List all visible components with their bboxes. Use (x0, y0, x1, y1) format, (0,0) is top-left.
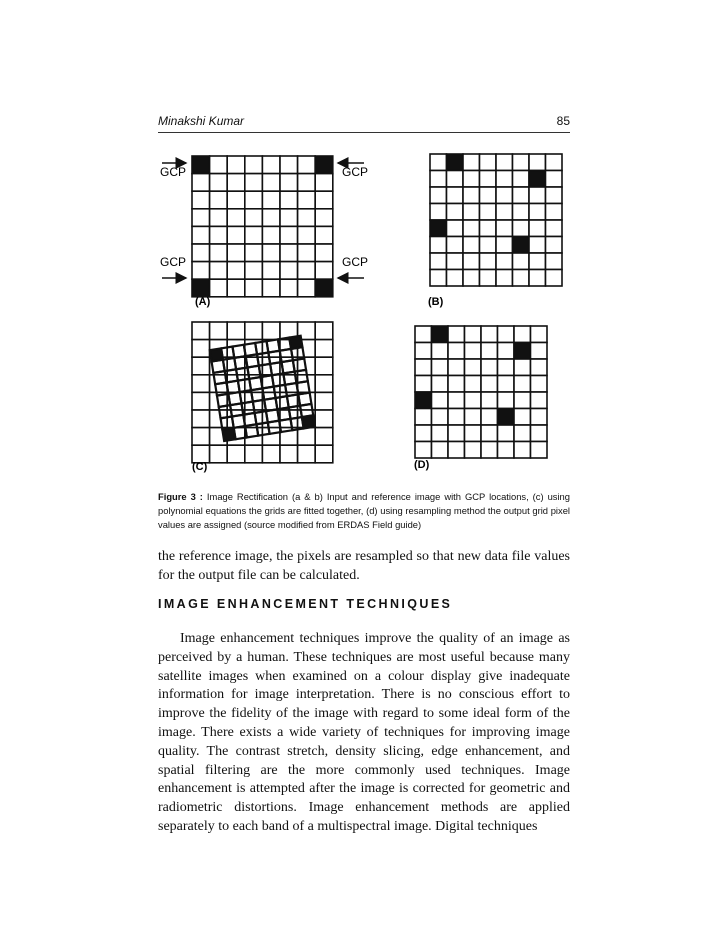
gcp-cell (430, 220, 447, 237)
grid-cell (465, 359, 482, 376)
grid-cell (430, 237, 447, 254)
grid-cell (463, 270, 480, 287)
grid-cell (227, 191, 245, 209)
grid-cell (463, 237, 480, 254)
grid-cell (447, 270, 464, 287)
grid-cell (463, 204, 480, 221)
grid-cell (513, 187, 530, 204)
grid-cell (448, 425, 465, 442)
grid-cell (480, 187, 497, 204)
grid-cell (513, 204, 530, 221)
grid-cell (280, 174, 298, 192)
grid-cell (513, 220, 530, 237)
gcp-cell (192, 156, 210, 174)
grid-cell (498, 392, 515, 409)
grid-cell (465, 442, 482, 459)
grid-cell (315, 226, 333, 244)
grid-cell (465, 392, 482, 409)
panel-label-d: (D) (414, 459, 430, 471)
grid-cell (227, 340, 245, 358)
grid-cell (245, 445, 263, 463)
grid-cell (513, 171, 530, 188)
grid-cell (192, 340, 210, 358)
grid-cell (496, 154, 513, 171)
grid-cell (448, 376, 465, 393)
grid-cell (315, 322, 333, 340)
grid-cell (245, 156, 263, 174)
grid-cell (481, 425, 498, 442)
panel-label-b: (B) (428, 296, 444, 308)
grid-cell (298, 174, 316, 192)
grid-cell (227, 445, 245, 463)
grid-cell (498, 359, 515, 376)
grid-cell (280, 244, 298, 262)
grid-cell (514, 425, 531, 442)
gcp-label: GCP (342, 165, 369, 179)
grid-cell (192, 375, 210, 393)
gcp-cell (529, 171, 546, 188)
grid-cell (480, 154, 497, 171)
grid-cell (496, 237, 513, 254)
grid-cell (262, 322, 280, 340)
grid-cell (514, 392, 531, 409)
grid-cell (546, 253, 563, 270)
grid-cell (447, 220, 464, 237)
panel-label-a: (A) (195, 296, 211, 308)
grid-cell (529, 154, 546, 171)
grid-cell (432, 442, 449, 459)
grid-cell (315, 357, 333, 375)
grid-cell (432, 343, 449, 360)
grid-cell (496, 204, 513, 221)
grid-cell (448, 409, 465, 426)
grid-cell (192, 410, 210, 428)
grid-cell (463, 220, 480, 237)
grid-cell (498, 376, 515, 393)
grid-cell (192, 262, 210, 280)
gcp-cell (192, 279, 210, 297)
grid-cell (531, 392, 548, 409)
grid-cell (210, 156, 228, 174)
grid-cell (447, 187, 464, 204)
grid-cell (480, 270, 497, 287)
gcp-cell (498, 409, 515, 426)
grid-cell (227, 322, 245, 340)
grid-cell (447, 171, 464, 188)
grid-cell (262, 445, 280, 463)
grid-cell (227, 174, 245, 192)
grid-cell (513, 253, 530, 270)
grid-cell (280, 191, 298, 209)
grid-cell (298, 244, 316, 262)
grid-cell (210, 262, 228, 280)
paragraph-continued: the reference image, the pixels are resampled so that new data file values for the output file can be calculated. (158, 549, 570, 583)
grid-cell (210, 174, 228, 192)
grid-cell (262, 191, 280, 209)
grid-cell (514, 409, 531, 426)
grid-cell (210, 445, 228, 463)
grid-cell (245, 279, 263, 297)
panel-b-reference-image (430, 154, 562, 286)
grid-cell (227, 279, 245, 297)
grid-cell (315, 340, 333, 358)
page-header (158, 114, 570, 133)
grid-cell (529, 237, 546, 254)
grid-cell (546, 220, 563, 237)
grid-cell (448, 392, 465, 409)
grid-cell (430, 187, 447, 204)
panel-label-c: (C) (192, 461, 208, 473)
panel-d-output-grid (415, 326, 547, 458)
grid-cell (448, 442, 465, 459)
gcp-label: GCP (342, 255, 369, 269)
grid-cell (531, 409, 548, 426)
grid-cell (210, 226, 228, 244)
grid-cell (481, 359, 498, 376)
gcp-cell (514, 343, 531, 360)
grid-cell (315, 244, 333, 262)
grid-cell (498, 343, 515, 360)
grid-cell (513, 270, 530, 287)
grid-cell (245, 191, 263, 209)
grid-cell (298, 445, 316, 463)
grid-cell (546, 270, 563, 287)
grid-cell (298, 262, 316, 280)
grid-cell (448, 343, 465, 360)
grid-cell (262, 174, 280, 192)
grid-cell (210, 279, 228, 297)
grid-cell (415, 376, 432, 393)
gcp-cell (447, 154, 464, 171)
grid-cell (481, 343, 498, 360)
grid-cell (480, 204, 497, 221)
grid-cell (465, 343, 482, 360)
grid-cell (315, 428, 333, 446)
gcp-cell (315, 156, 333, 174)
grid-cell (227, 262, 245, 280)
grid-cell (531, 376, 548, 393)
grid-cell (315, 209, 333, 227)
grid-cell (210, 209, 228, 227)
grid-cell (514, 326, 531, 343)
grid-cell (463, 253, 480, 270)
grid-cell (227, 156, 245, 174)
grid-cell (415, 359, 432, 376)
grid-cell (546, 187, 563, 204)
grid-cell (245, 262, 263, 280)
grid-cell (546, 171, 563, 188)
grid-cell (529, 270, 546, 287)
grid-cell (192, 226, 210, 244)
grid-cell (192, 174, 210, 192)
grid-cell (496, 187, 513, 204)
figure-rectification (150, 148, 580, 483)
grid-cell (496, 270, 513, 287)
grid-cell (245, 174, 263, 192)
grid-cell (430, 154, 447, 171)
grid-cell (498, 326, 515, 343)
grid-cell (480, 171, 497, 188)
grid-cell (262, 262, 280, 280)
grid-cell (227, 244, 245, 262)
grid-cell (210, 410, 228, 428)
grid-cell (531, 425, 548, 442)
grid-cell (448, 326, 465, 343)
author-name: Minakshi Kumar (158, 114, 245, 128)
grid-cell (496, 253, 513, 270)
grid-cell (463, 154, 480, 171)
grid-cell (245, 244, 263, 262)
grid-cell (227, 209, 245, 227)
grid-cell (415, 409, 432, 426)
grid-cell (529, 204, 546, 221)
caption-label: Figure 3 : (158, 491, 203, 502)
grid-cell (280, 226, 298, 244)
grid-cell (465, 376, 482, 393)
gcp-cell (315, 279, 333, 297)
grid-cell (496, 171, 513, 188)
grid-cell (280, 209, 298, 227)
grid-cell (315, 410, 333, 428)
grid-cell (210, 191, 228, 209)
grid-cell (432, 409, 449, 426)
grid-cell (210, 322, 228, 340)
grid-cell (280, 156, 298, 174)
grid-cell (227, 226, 245, 244)
grid-cell (192, 392, 210, 410)
grid-cell (514, 376, 531, 393)
grid-cell (463, 187, 480, 204)
grid-cell (447, 253, 464, 270)
gcp-cell (432, 326, 449, 343)
grid-cell (262, 279, 280, 297)
grid-cell (514, 442, 531, 459)
grid-cell (463, 171, 480, 188)
grid-cell (529, 220, 546, 237)
grid-cell (531, 442, 548, 459)
grid-cell (192, 357, 210, 375)
grid-cell (192, 209, 210, 227)
grid-cell (465, 425, 482, 442)
grid-cell (245, 226, 263, 244)
gcp-label: GCP (160, 165, 187, 179)
grid-cell (529, 187, 546, 204)
grid-cell (448, 359, 465, 376)
grid-cell (192, 244, 210, 262)
caption-text: Image Rectification (a & b) Input and reference image with GCP locations, (c) using polynomial equations the grids are fitted together, (d) using resampling method the output grid pixel values are assigned (source modified from ERDAS Field guide) (158, 491, 570, 530)
grid-cell (430, 270, 447, 287)
grid-cell (481, 409, 498, 426)
grid-cell (315, 445, 333, 463)
grid-cell (531, 359, 548, 376)
grid-cell (280, 445, 298, 463)
grid-cell (465, 326, 482, 343)
grid-cell (432, 359, 449, 376)
grid-cell (192, 322, 210, 340)
grid-cell (315, 262, 333, 280)
figure-caption (158, 490, 570, 532)
grid-cell (227, 375, 245, 393)
grid-cell (245, 322, 263, 340)
grid-cell (430, 171, 447, 188)
grid-cell (298, 209, 316, 227)
grid-cell (481, 326, 498, 343)
grid-cell (262, 209, 280, 227)
grid-cell (298, 226, 316, 244)
section-heading: IMAGE ENHANCEMENT TECHNIQUES (158, 597, 453, 611)
grid-cell (447, 204, 464, 221)
grid-cell (481, 392, 498, 409)
grid-cell (531, 326, 548, 343)
gcp-cell (415, 392, 432, 409)
grid-cell (280, 262, 298, 280)
grid-cell (481, 442, 498, 459)
grid-cell (262, 428, 280, 446)
grid-cell (546, 204, 563, 221)
grid-cell (465, 409, 482, 426)
grid-cell (298, 428, 316, 446)
panel-a-input-image (192, 156, 333, 297)
grid-cell (298, 191, 316, 209)
grid-cell (192, 428, 210, 446)
grid-cell (546, 154, 563, 171)
grid-cell (496, 220, 513, 237)
grid-cell (415, 326, 432, 343)
grid-cell (480, 253, 497, 270)
grid-cell (262, 244, 280, 262)
grid-cell (480, 220, 497, 237)
grid-cell (432, 425, 449, 442)
grid-cell (210, 244, 228, 262)
grid-cell (262, 156, 280, 174)
grid-cell (432, 392, 449, 409)
grid-cell (481, 376, 498, 393)
grid-cell (245, 209, 263, 227)
grid-cell (280, 279, 298, 297)
grid-cell (415, 442, 432, 459)
grid-cell (513, 154, 530, 171)
page-number: 85 (556, 114, 570, 128)
paragraph-image-enhancement: Image enhancement techniques improve the quality of an image as perceived by a human. These techniques are most useful because many satellite images when examined on a colour display give inadequate information for image interpretation. There is no conscious effort to improve the fidelity of the image with regard to some ideal form of the image. There exists a wide variety of techniques for improving image quality. The contrast stretch, density slicing, edge enhancement, and spatial filtering are the more commonly used techniques. Image enhancement is attempted after the image is corrected for geometric and radiometric distortions. Image enhancement methods are applied separately to each band of a multispectral image. Digital techniques (158, 631, 570, 834)
grid-cell (546, 237, 563, 254)
grid-cell (315, 375, 333, 393)
grid-cell (415, 343, 432, 360)
grid-cell (315, 392, 333, 410)
gcp-cell (513, 237, 530, 254)
grid-cell (430, 253, 447, 270)
grid-cell (531, 343, 548, 360)
gcp-cell (302, 415, 315, 428)
grid-cell (415, 425, 432, 442)
grid-cell (262, 226, 280, 244)
grid-cell (298, 156, 316, 174)
grid-cell (192, 191, 210, 209)
grid-cell (432, 376, 449, 393)
grid-cell (529, 253, 546, 270)
grid-cell (315, 174, 333, 192)
gcp-label: GCP (160, 255, 187, 269)
grid-cell (514, 359, 531, 376)
grid-cell (298, 279, 316, 297)
grid-cell (430, 204, 447, 221)
grid-cell (447, 237, 464, 254)
grid-cell (315, 191, 333, 209)
grid-cell (498, 425, 515, 442)
grid-cell (498, 442, 515, 459)
grid-cell (480, 237, 497, 254)
